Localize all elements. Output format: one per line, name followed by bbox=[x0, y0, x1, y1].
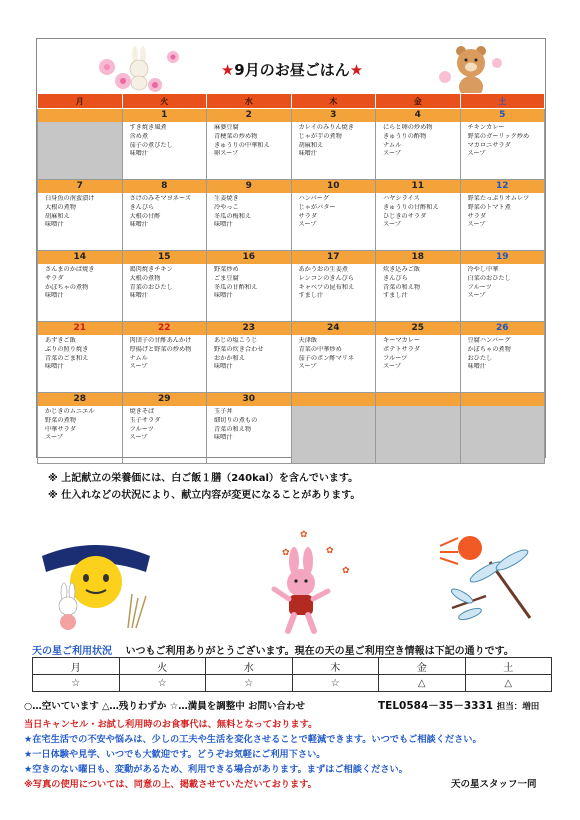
menu-item: 焼きそば bbox=[129, 408, 155, 415]
bear-icon bbox=[435, 43, 505, 99]
weekday-header: 水 bbox=[207, 94, 292, 109]
menu-item: チキンカレー bbox=[467, 124, 505, 131]
menu-item: じゃがバター bbox=[298, 203, 336, 211]
menu-item: おひたし bbox=[467, 354, 493, 362]
calendar-day bbox=[291, 322, 376, 393]
day-number bbox=[38, 109, 122, 122]
calendar-day bbox=[207, 393, 292, 464]
menu-item: ハンバーグ bbox=[298, 195, 330, 202]
menu-item: 野菜の煮物 bbox=[45, 416, 76, 424]
menu-item: 大根の煮物 bbox=[129, 274, 161, 282]
menu-item: かぼちゃの煮物 bbox=[45, 283, 89, 291]
weekday-header: 月 bbox=[38, 94, 123, 109]
menu-item: 青菜のごま和え bbox=[45, 354, 89, 362]
info-line: ★一日体験や見学、いつでも大歓迎です。どうぞお気軽にご利用下さい。 bbox=[24, 749, 326, 760]
rabbit-icon bbox=[268, 545, 334, 635]
menu-item: 冷やっこ bbox=[214, 203, 239, 211]
menu-item: かじきのムニエル bbox=[45, 408, 95, 415]
menu-item: 卵スープ bbox=[214, 150, 239, 158]
menu-item: 冷やし中華 bbox=[467, 266, 499, 273]
day-number: 9 bbox=[207, 180, 291, 193]
menu-item: さけのみそマヨネーズ bbox=[129, 195, 192, 202]
menu-item: 天津飯 bbox=[298, 337, 318, 344]
menu-item: フルーツ bbox=[129, 425, 154, 433]
availability-table bbox=[32, 657, 552, 692]
calendar-day bbox=[122, 109, 207, 180]
calendar-day bbox=[207, 180, 292, 251]
menu-items bbox=[461, 193, 545, 250]
day-number: 19 bbox=[461, 251, 545, 264]
menu-item: 味噌汁 bbox=[214, 221, 233, 229]
weekday-header: 火 bbox=[122, 94, 207, 109]
menu-items bbox=[38, 406, 122, 463]
lunch-calendar bbox=[37, 93, 545, 464]
menu-items bbox=[123, 335, 207, 392]
menu-item: きゅうりの酢物 bbox=[383, 132, 427, 140]
menu-item: スープ bbox=[45, 434, 63, 442]
menu-item: 青菜の和え物 bbox=[214, 425, 252, 433]
day-number: 18 bbox=[376, 251, 460, 264]
availability-header bbox=[32, 642, 514, 657]
menu-item: ポテトサラダ bbox=[383, 345, 421, 353]
day-number: 29 bbox=[123, 393, 207, 406]
menu-item: 味噌汁 bbox=[214, 434, 233, 442]
day-number: 25 bbox=[376, 322, 460, 335]
weekday-header: 金 bbox=[376, 94, 461, 109]
calendar-day bbox=[291, 180, 376, 251]
menu-items bbox=[38, 335, 122, 392]
calendar-day bbox=[207, 251, 292, 322]
menu-item: きゅうりの中華和え bbox=[214, 141, 270, 149]
dragonfly-icon bbox=[440, 532, 550, 632]
menu-item: 茄子の煮びたし bbox=[129, 141, 173, 149]
menu-items bbox=[123, 122, 207, 179]
day-number bbox=[376, 393, 460, 406]
day-number: 15 bbox=[123, 251, 207, 264]
menu-item: おかか和え bbox=[214, 354, 245, 362]
menu-items bbox=[123, 406, 207, 463]
day-number bbox=[292, 393, 376, 406]
staff-name: 担当：増田 bbox=[496, 702, 540, 712]
menu-items bbox=[292, 122, 376, 179]
menu-item: 大根の煮物 bbox=[45, 203, 76, 211]
menu-item: 肉団子の甘酢あんかけ bbox=[129, 337, 192, 344]
calendar-day bbox=[122, 322, 207, 393]
menu-item: すまし汁 bbox=[383, 292, 408, 300]
availability-status: ☆ bbox=[119, 675, 206, 692]
menu-item: 冬瓜の甘酢和え bbox=[214, 283, 258, 291]
menu-item: 大根の甘酢 bbox=[129, 212, 161, 220]
legend bbox=[24, 698, 540, 712]
menu-item: 味噌汁 bbox=[129, 150, 149, 158]
day-number: 5 bbox=[461, 109, 545, 122]
day-number: 28 bbox=[38, 393, 122, 406]
menu-item: 厚揚げと野菜の炒め物 bbox=[129, 345, 192, 353]
menu-item: サラダ bbox=[467, 212, 487, 220]
menu-item: 野菜の炊き合わせ bbox=[214, 345, 264, 353]
menu-items bbox=[207, 193, 291, 250]
menu-items bbox=[292, 335, 376, 392]
calendar-week bbox=[38, 109, 545, 180]
menu-item: スープ bbox=[383, 221, 401, 229]
availability-day: 水 bbox=[206, 658, 293, 675]
day-number: 10 bbox=[292, 180, 376, 193]
menu-item: フルーツ bbox=[383, 354, 408, 362]
availability-day: 木 bbox=[292, 658, 379, 675]
menu-item: 含め煮 bbox=[129, 132, 149, 140]
menu-item: レンコンのきんぴら bbox=[298, 274, 355, 282]
availability-status: ☆ bbox=[206, 675, 293, 692]
menu-items bbox=[38, 264, 122, 321]
menu-item: きんぴら bbox=[383, 274, 408, 282]
menu-items bbox=[376, 335, 460, 392]
calendar-day bbox=[122, 393, 207, 464]
menu-item: きんぴら bbox=[129, 203, 155, 211]
menu-item: 味噌汁 bbox=[129, 292, 149, 300]
day-number: 2 bbox=[207, 109, 291, 122]
info-line: ★空きのない曜日も、変動があるため、利用できる場合があります。まずはご相談ください。 bbox=[24, 764, 408, 775]
day-number: 7 bbox=[38, 180, 122, 193]
menu-item: 胡麻和え bbox=[298, 141, 324, 149]
availability-label: 天の星ご利用状況 bbox=[32, 646, 112, 657]
menu-item: スープ bbox=[467, 221, 486, 229]
menu-item: 味噌汁 bbox=[45, 292, 64, 300]
menu-item: かぼちゃの煮物 bbox=[467, 345, 511, 353]
menu-item: 青菜の和え物 bbox=[383, 283, 421, 291]
menu-item: 味噌汁 bbox=[214, 292, 233, 300]
menu-item: 青菜の中華炒め bbox=[298, 345, 342, 353]
day-number: 12 bbox=[461, 180, 545, 193]
menu-items bbox=[461, 264, 545, 321]
menu-item: スープ bbox=[129, 363, 148, 371]
info-line: ★在宅生活での不安や悩みは、少しの工夫や生活を変化させることで軽減できます。いつでもご相談ください。 bbox=[24, 734, 482, 745]
menu-item: スープ bbox=[298, 363, 317, 371]
menu-item: ナムル bbox=[129, 354, 148, 362]
menu-item: 玉子丼 bbox=[214, 408, 233, 415]
menu-item: ひじきのサラダ bbox=[383, 212, 427, 220]
calendar-day bbox=[38, 393, 123, 464]
menu-item: スープ bbox=[383, 363, 401, 371]
menu-items bbox=[376, 264, 460, 321]
calendar-week bbox=[38, 322, 545, 393]
menu-item: 野菜炒め bbox=[214, 266, 239, 273]
calendar-day bbox=[376, 109, 461, 180]
weekday-header: 木 bbox=[291, 94, 376, 109]
calendar-day bbox=[291, 393, 376, 464]
menu-item: キャベツの昆布和え bbox=[298, 283, 355, 291]
calendar-day bbox=[122, 251, 207, 322]
leaf-icon: ✿ bbox=[300, 530, 308, 540]
menu-item: 味噌汁 bbox=[214, 363, 233, 371]
menu-item: あずきご飯 bbox=[45, 337, 76, 344]
calendar-week bbox=[38, 180, 545, 251]
menu-items bbox=[461, 335, 545, 392]
calendar-day bbox=[38, 322, 123, 393]
day-number bbox=[461, 393, 545, 406]
menu-item: 細切りの煮もの bbox=[214, 416, 258, 424]
calendar-day bbox=[460, 251, 545, 322]
menu-item: じゃが芋の煮物 bbox=[298, 132, 342, 140]
weekday-header: 土 bbox=[460, 94, 545, 109]
calendar-day bbox=[122, 180, 207, 251]
menu-item: ナムル bbox=[383, 141, 402, 149]
menu-items bbox=[376, 122, 460, 179]
availability-status: ☆ bbox=[292, 675, 379, 692]
availability-day: 金 bbox=[379, 658, 466, 675]
menu-item: 味噌汁 bbox=[45, 363, 64, 371]
day-number: 17 bbox=[292, 251, 376, 264]
menu-item: 玉子サラダ bbox=[129, 416, 161, 424]
menu-item: ハヤシライス bbox=[383, 195, 420, 202]
day-number: 16 bbox=[207, 251, 291, 264]
menu-item: 冬瓜の梅和え bbox=[214, 212, 252, 220]
menu-item: フルーツ bbox=[467, 283, 492, 291]
menu-item: 青梗菜の炒め物 bbox=[214, 132, 258, 140]
day-number: 24 bbox=[292, 322, 376, 335]
calendar-week bbox=[38, 251, 545, 322]
menu-item: 豆腐ハンバーグ bbox=[467, 337, 511, 344]
calendar-day bbox=[376, 322, 461, 393]
menu-item: スープ bbox=[298, 221, 317, 229]
menu-item: マカロニサラダ bbox=[467, 141, 511, 149]
menu-item: サラダ bbox=[45, 274, 64, 282]
calendar-week bbox=[38, 393, 545, 464]
menu-items bbox=[123, 193, 207, 250]
day-number: 11 bbox=[376, 180, 460, 193]
menu-item: 炊き込みご飯 bbox=[383, 266, 421, 273]
menu-item: 味噌汁 bbox=[467, 363, 487, 371]
day-number: 3 bbox=[292, 109, 376, 122]
availability-message: いつもご利用ありがとうございます。現在の天の星ご利用空き情報は下記の通りです。 bbox=[125, 646, 514, 657]
calendar-day bbox=[460, 322, 545, 393]
menu-frame bbox=[36, 38, 546, 458]
day-number: 1 bbox=[123, 109, 207, 122]
menu-item: カレイのみりん焼き bbox=[298, 124, 354, 131]
page-title: ★9月のお昼ごはん★ bbox=[220, 61, 364, 79]
menu-items bbox=[207, 406, 291, 463]
menu-item: 茄子のポン酢マリネ bbox=[298, 354, 355, 362]
day-number: 26 bbox=[461, 322, 545, 335]
menu-item: ぶりの照り焼き bbox=[45, 345, 89, 353]
menu-item: 鶏肉焼きチキン bbox=[129, 266, 173, 273]
contact-info bbox=[378, 698, 539, 713]
menu-items bbox=[38, 193, 122, 250]
menu-item: 白菜のおひたし bbox=[467, 274, 511, 282]
menu-item: 中華サラダ bbox=[45, 425, 76, 433]
menu-items bbox=[207, 335, 291, 392]
phone-number: TEL0584－35－3331 bbox=[378, 700, 494, 712]
calendar-day bbox=[291, 109, 376, 180]
menu-item: すき焼き風煮 bbox=[129, 124, 167, 131]
note-change: ※ 仕入れなどの状況により、献立内容が変更になることがあります。 bbox=[48, 490, 361, 501]
menu-items bbox=[376, 193, 460, 250]
menu-item: 野菜のガーリック炒め bbox=[467, 132, 530, 140]
calendar-body bbox=[38, 109, 545, 464]
menu-item: サラダ bbox=[298, 212, 318, 220]
leaf-icon: ✿ bbox=[282, 548, 290, 558]
menu-item: 野菜のトマト煮 bbox=[467, 203, 511, 211]
notes bbox=[48, 470, 360, 504]
menu-item: 生姜焼き bbox=[214, 195, 239, 202]
day-number: 22 bbox=[123, 322, 207, 335]
menu-items bbox=[292, 193, 376, 250]
calendar-day bbox=[376, 251, 461, 322]
menu-item: スープ bbox=[129, 434, 148, 442]
menu-item: 味噌汁 bbox=[298, 150, 318, 158]
note-nutrition: ※ 上記献立の栄養価には、白ご飯１膳（240kal）を含んでいます。 bbox=[48, 473, 359, 484]
menu-items bbox=[292, 264, 376, 321]
menu-items bbox=[461, 122, 545, 179]
calendar-day bbox=[207, 322, 292, 393]
menu-item: 味噌汁 bbox=[129, 221, 149, 229]
availability-day: 火 bbox=[119, 658, 206, 675]
day-number: 14 bbox=[38, 251, 122, 264]
menu-item: ごま豆腐 bbox=[214, 274, 239, 282]
menu-items bbox=[123, 264, 207, 321]
legend-text: ○…空いています △…残りわずか ☆…満員を調整中 お問い合わせ bbox=[24, 701, 306, 712]
availability-status: △ bbox=[465, 675, 552, 692]
availability-day: 土 bbox=[465, 658, 552, 675]
calendar-day bbox=[460, 393, 545, 464]
menu-item: すまし汁 bbox=[298, 292, 324, 300]
menu-items bbox=[207, 264, 291, 321]
leaf-icon: ✿ bbox=[326, 546, 334, 556]
calendar-day bbox=[207, 109, 292, 180]
menu-item: 白身魚の南蛮漬け bbox=[45, 195, 95, 202]
menu-item: キーマカレー bbox=[383, 337, 421, 344]
menu-item: にらと卵の炒め物 bbox=[383, 124, 433, 131]
menu-item: 胡麻和え bbox=[45, 212, 70, 220]
day-number: 4 bbox=[376, 109, 460, 122]
info-line: 当日キャンセル・お試し利用時のお食事代は、無料となっております。 bbox=[24, 719, 318, 730]
availability-status: ☆ bbox=[33, 675, 120, 692]
menu-item: スープ bbox=[467, 292, 486, 300]
menu-item: きゅうりの甘酢和え bbox=[383, 203, 439, 211]
calendar-day bbox=[38, 109, 123, 180]
leaf-icon: ✿ bbox=[342, 566, 350, 576]
day-number: 21 bbox=[38, 322, 122, 335]
menu-item: あかうおの生姜煮 bbox=[298, 266, 348, 273]
calendar-day bbox=[460, 180, 545, 251]
menu-item: あじの塩こうじ bbox=[214, 337, 258, 344]
day-number: 23 bbox=[207, 322, 291, 335]
menu-item: 野菜たっぷりオムレツ bbox=[467, 195, 530, 202]
availability-day: 月 bbox=[33, 658, 120, 675]
day-number: 8 bbox=[123, 180, 207, 193]
availability-status: △ bbox=[379, 675, 466, 692]
menu-item: スープ bbox=[467, 150, 486, 158]
day-number: 30 bbox=[207, 393, 291, 406]
calendar-day bbox=[460, 109, 545, 180]
calendar-day bbox=[376, 180, 461, 251]
menu-item: 味噌汁 bbox=[45, 221, 64, 229]
calendar-day bbox=[376, 393, 461, 464]
menu-items bbox=[207, 122, 291, 179]
calendar-day bbox=[291, 251, 376, 322]
calendar-day bbox=[38, 180, 123, 251]
calendar-day bbox=[38, 251, 123, 322]
menu-item: さんまのかば焼き bbox=[45, 266, 95, 273]
signature: 天の星スタッフ一同 bbox=[451, 779, 537, 790]
moon-rabbit-icon bbox=[36, 532, 156, 632]
info-line: ※写真の使用については、同意の上、掲載させていただいております。 bbox=[24, 779, 317, 790]
menu-item: スープ bbox=[383, 150, 401, 158]
menu-item: 青菜のおひたし bbox=[129, 283, 173, 291]
menu-item: 麻婆豆腐 bbox=[214, 124, 239, 131]
